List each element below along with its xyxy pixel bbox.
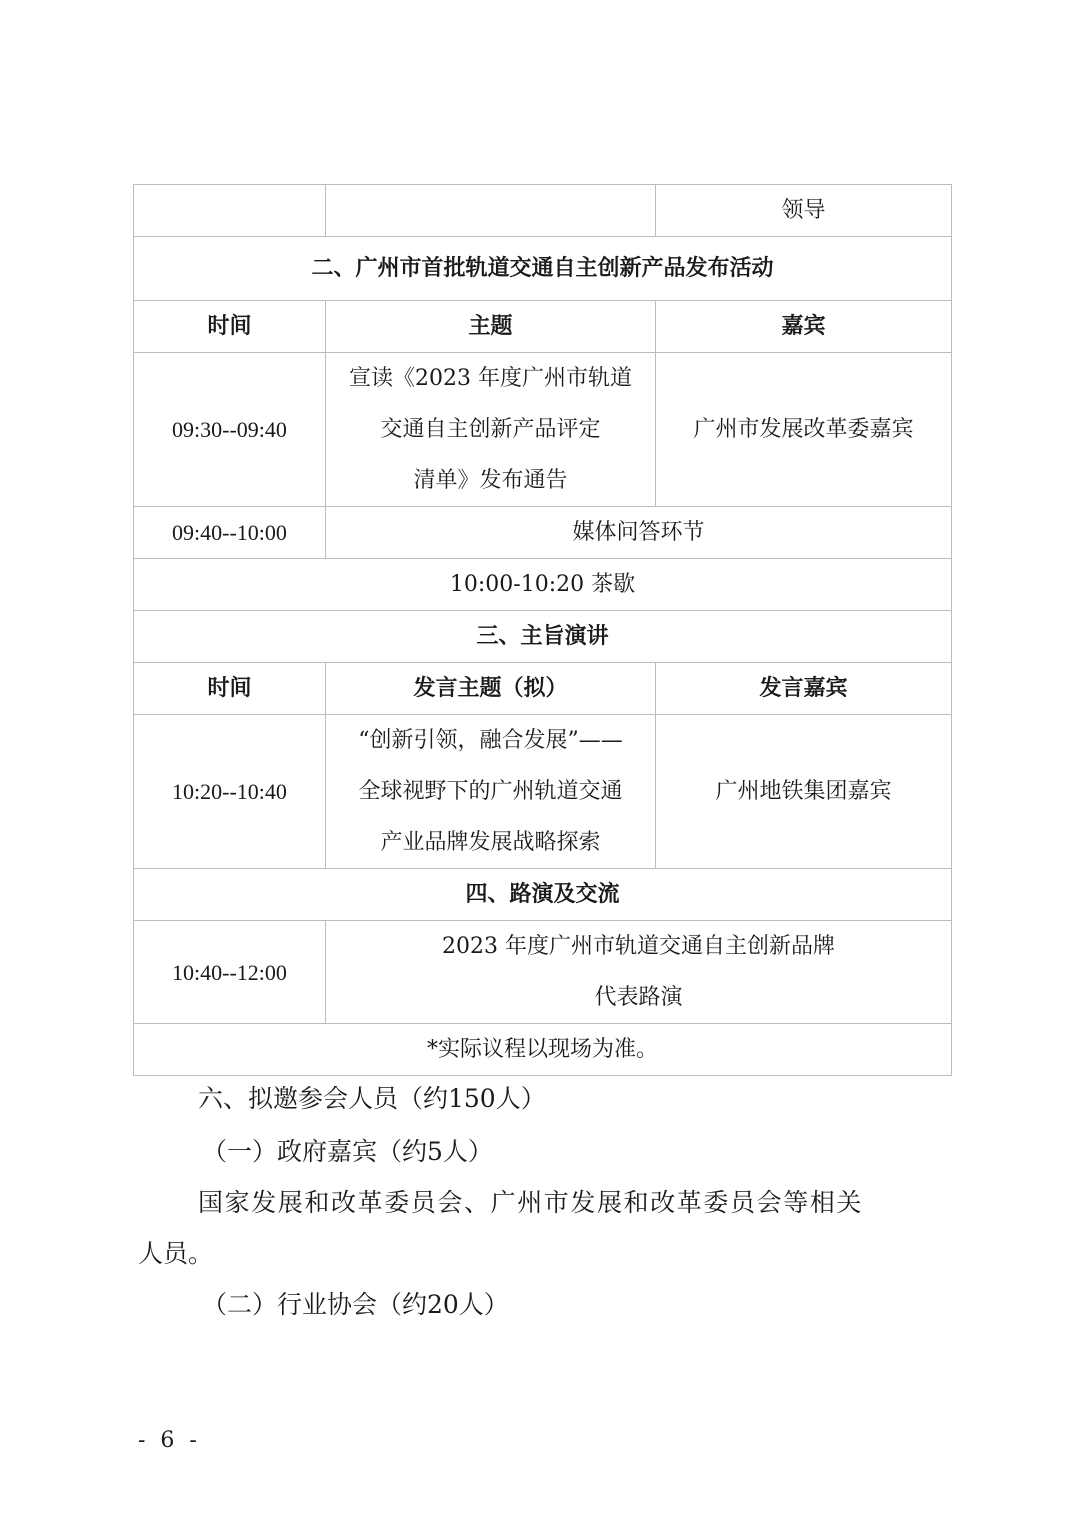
topic-line: 宣读《2023 年度广州市轨道 [349,366,632,391]
cell-time: 10:20--10:40 [134,715,326,869]
break-cell: 10:00-10:20 茶歇 [134,559,952,611]
section-title-row [134,869,952,921]
topic-line: 2023 年度广州市轨道交通自主创新品牌 [442,934,835,959]
cell-guest: 广州地铁集团嘉宾 [656,715,952,869]
section3-title: 三、主旨演讲 [134,611,952,663]
break-row [134,559,952,611]
header-topic: 发言主题（拟） [326,663,656,715]
cell-empty [134,185,326,237]
cell-topic [326,921,952,1024]
section2-title: 二、广州市首批轨道交通自主创新产品发布活动 [134,237,952,301]
cell-empty [326,185,656,237]
cell-time: 10:40--12:00 [134,921,326,1024]
table-row [134,353,952,507]
topic-line: 代表路演 [594,985,683,1010]
cell-topic [326,353,656,507]
topic-line: 产业品牌发展战略探索 [380,830,601,855]
header-time: 时间 [134,301,326,353]
section-title-row [134,237,952,301]
paragraph-line: 国家发展和改革委员会、广州市发展和改革委员会等相关 [198,1188,864,1217]
cell-guest: 广州市发展改革委嘉宾 [656,353,952,507]
header-row [134,301,952,353]
subheading-associations: （二）行业协会（约20人） [202,1290,509,1319]
cell-topic [326,715,656,869]
header-time: 时间 [134,663,326,715]
section4-title: 四、路演及交流 [134,869,952,921]
header-row [134,663,952,715]
cell-guest: 领导 [656,185,952,237]
table-row-lead [134,185,952,237]
topic-line: “创新引领，融合发展”—— [358,728,623,753]
header-guest: 嘉宾 [656,301,952,353]
topic-line: 清单》发布通告 [413,468,568,493]
page-number: - 6 - [138,1428,201,1453]
header-topic: 主题 [326,301,656,353]
cell-topic: 媒体问答环节 [326,507,952,559]
header-guest: 发言嘉宾 [656,663,952,715]
section-heading-attendees: 六、拟邀参会人员（约150人） [198,1084,546,1113]
table-row [134,921,952,1024]
table-row [134,507,952,559]
cell-time: 09:40--10:00 [134,507,326,559]
topic-line: 全球视野下的广州轨道交通 [358,779,623,804]
paragraph-line: 人员。 [138,1239,214,1268]
table-row [134,715,952,869]
cell-time: 09:30--09:40 [134,353,326,507]
footnote-row [134,1024,952,1076]
footnote: *实际议程以现场为准。 [134,1024,952,1076]
subheading-government: （一）政府嘉宾（约5人） [202,1137,493,1166]
section-title-row [134,611,952,663]
topic-line: 交通自主创新产品评定 [380,417,601,442]
agenda-table [133,184,952,1076]
